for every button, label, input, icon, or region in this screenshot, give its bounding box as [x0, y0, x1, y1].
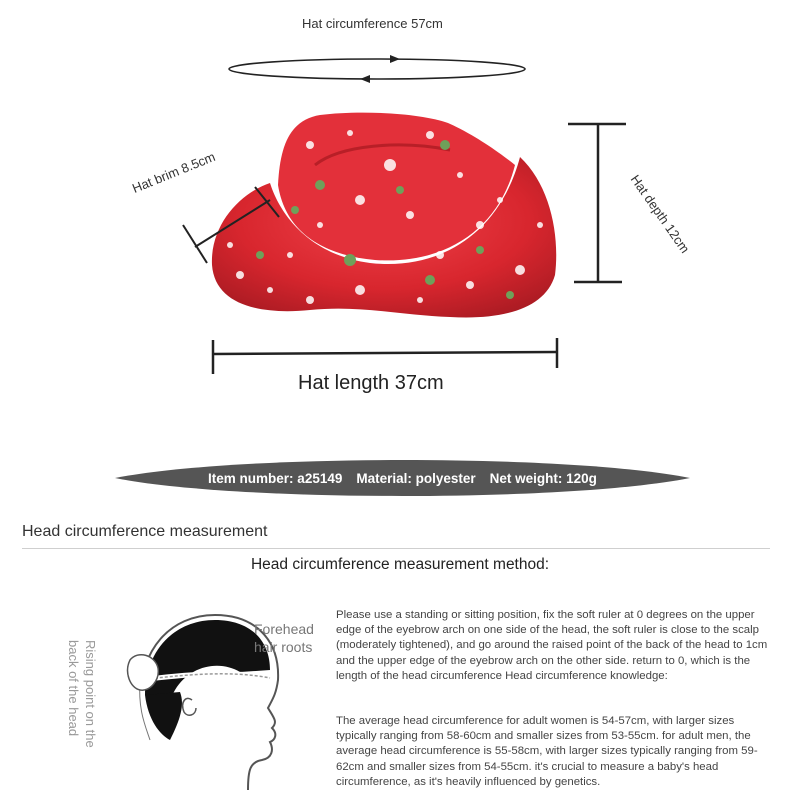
depth-label: Hat depth 12cm [627, 172, 693, 256]
brim-label: Hat brim 8.5cm [130, 148, 218, 196]
forehead-label-line2: hair roots [254, 639, 313, 655]
rising-label-line2: back of the head [66, 640, 81, 737]
forehead-label [254, 620, 314, 656]
item-number: Item number: a25149 [208, 470, 343, 486]
section-divider [22, 548, 770, 549]
rising-label-line1: Rising point on the [83, 640, 98, 748]
brim-measure-line [175, 185, 285, 265]
circumference-label: Hat circumference 57cm [302, 16, 443, 31]
method-paragraph: Please use a standing or sitting position, fix the soft ruler at 0 degrees on the upper edge of the eyebrow arch on one side of the head, the soft ruler is close to the scalp (moderately tightened), and go around the raised point of the back of the head to 1cm and the upper edge of the eyebrow arch on the other side. return to 0, which is the length of the head circumference Head circumference knowledge: [336, 609, 768, 682]
depth-measure-line [560, 118, 630, 290]
net-weight: Net weight: 120g [489, 470, 597, 486]
rising-point-label [65, 640, 99, 748]
circumference-ellipse [220, 50, 540, 90]
method-title: Head circumference measurement method: [250, 556, 550, 573]
material: Material: polyester [356, 470, 476, 486]
specs-band [115, 452, 690, 504]
knowledge-paragraph: The average head circumference for adult women is 54-57cm, with larger sizes typically ranging from 58-60cm and smaller sizes from 53-55cm. for adult men, the average head circumference is 55-58cm, with larger sizes typically ranging from 59-62cm and smaller sizes from 54-55cm. it's crucial to measure a baby's head circumference, as it's heavily influenced by genetics. [336, 715, 758, 788]
length-label: Hat length 37cm [298, 372, 444, 394]
forehead-label-line1: Forehead [254, 621, 314, 637]
section-title: Head circumference measurement [22, 523, 268, 540]
